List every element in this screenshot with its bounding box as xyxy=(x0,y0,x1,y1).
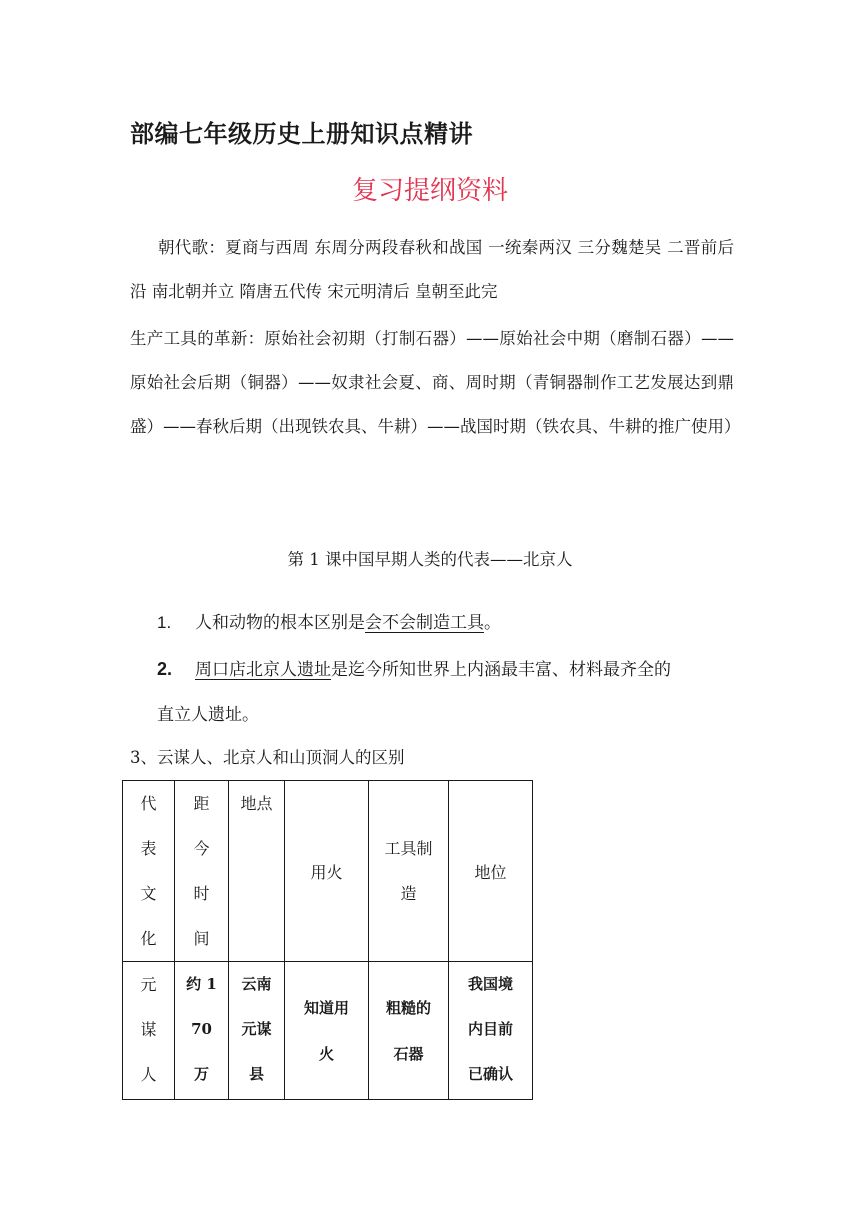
dynasty-song-paragraph: 朝代歌：夏商与西周 东周分两段春秋和战国 一统秦两汉 三分魏楚吴 二晋前后沿 南北朝并立 隋唐五代传 宋元明清后 皇朝至此完 xyxy=(130,238,734,301)
cell-culture: 元 谋 人 xyxy=(123,962,175,1100)
list-item-2-continuation: 直立人遗址。 xyxy=(157,705,259,725)
list-number: 2. xyxy=(157,659,173,679)
cell-status: 我国境 内目前 已确认 xyxy=(449,962,533,1100)
cell-tools: 粗糙的 石器 xyxy=(369,962,449,1100)
item-text: 是迄今所知世界上内涵最丰富、材料最齐全的 xyxy=(331,660,671,680)
cell-time: 约 1 70 万 xyxy=(175,962,229,1100)
underlined-answer: 会不会制造工具 xyxy=(365,613,484,633)
cell-location: 云南 元谋 县 xyxy=(229,962,285,1100)
header-cell-fire: 用火 xyxy=(285,781,369,962)
header-cell-location: 地点 xyxy=(229,781,285,962)
header-cell-status: 地位 xyxy=(449,781,533,962)
item-text-end: 。 xyxy=(484,613,501,633)
table-header-row xyxy=(123,781,533,962)
header-cell-tools: 工具制 造 xyxy=(369,781,449,962)
list-item-3: 3、云谋人、北京人和山顶洞人的区别 xyxy=(130,748,405,767)
comparison-table xyxy=(122,780,533,1100)
header-cell-culture: 代 表 文 化 xyxy=(123,781,175,962)
list-number: 1. xyxy=(157,613,172,632)
list-item-1 xyxy=(157,600,735,646)
table-row xyxy=(123,962,533,1100)
tools-evolution-paragraph: 生产工具的革新：原始社会初期（打制石器）——原始社会中期（磨制石器）——原始社会后期（铜器）——奴隶社会夏、商、周时期（青铜器制作工艺发展达到鼎盛）——春秋后期（出现铁农具、牛耕）——战国时期（铁农具、牛耕的推广使用） xyxy=(130,329,741,436)
lesson-title: 第 1 课中国早期人类的代表——北京人 xyxy=(287,550,573,569)
underlined-answer: 周口店北京人遗址 xyxy=(195,660,331,680)
cell-fire: 知道用 火 xyxy=(285,962,369,1100)
header-cell-time: 距 今 时 间 xyxy=(175,781,229,962)
document-subtitle: 复习提纲资料 xyxy=(351,176,508,206)
list-item-2 xyxy=(157,646,735,693)
document-title: 部编七年级历史上册知识点精讲 xyxy=(130,120,473,148)
item-text: 人和动物的根本区别是 xyxy=(195,613,365,633)
